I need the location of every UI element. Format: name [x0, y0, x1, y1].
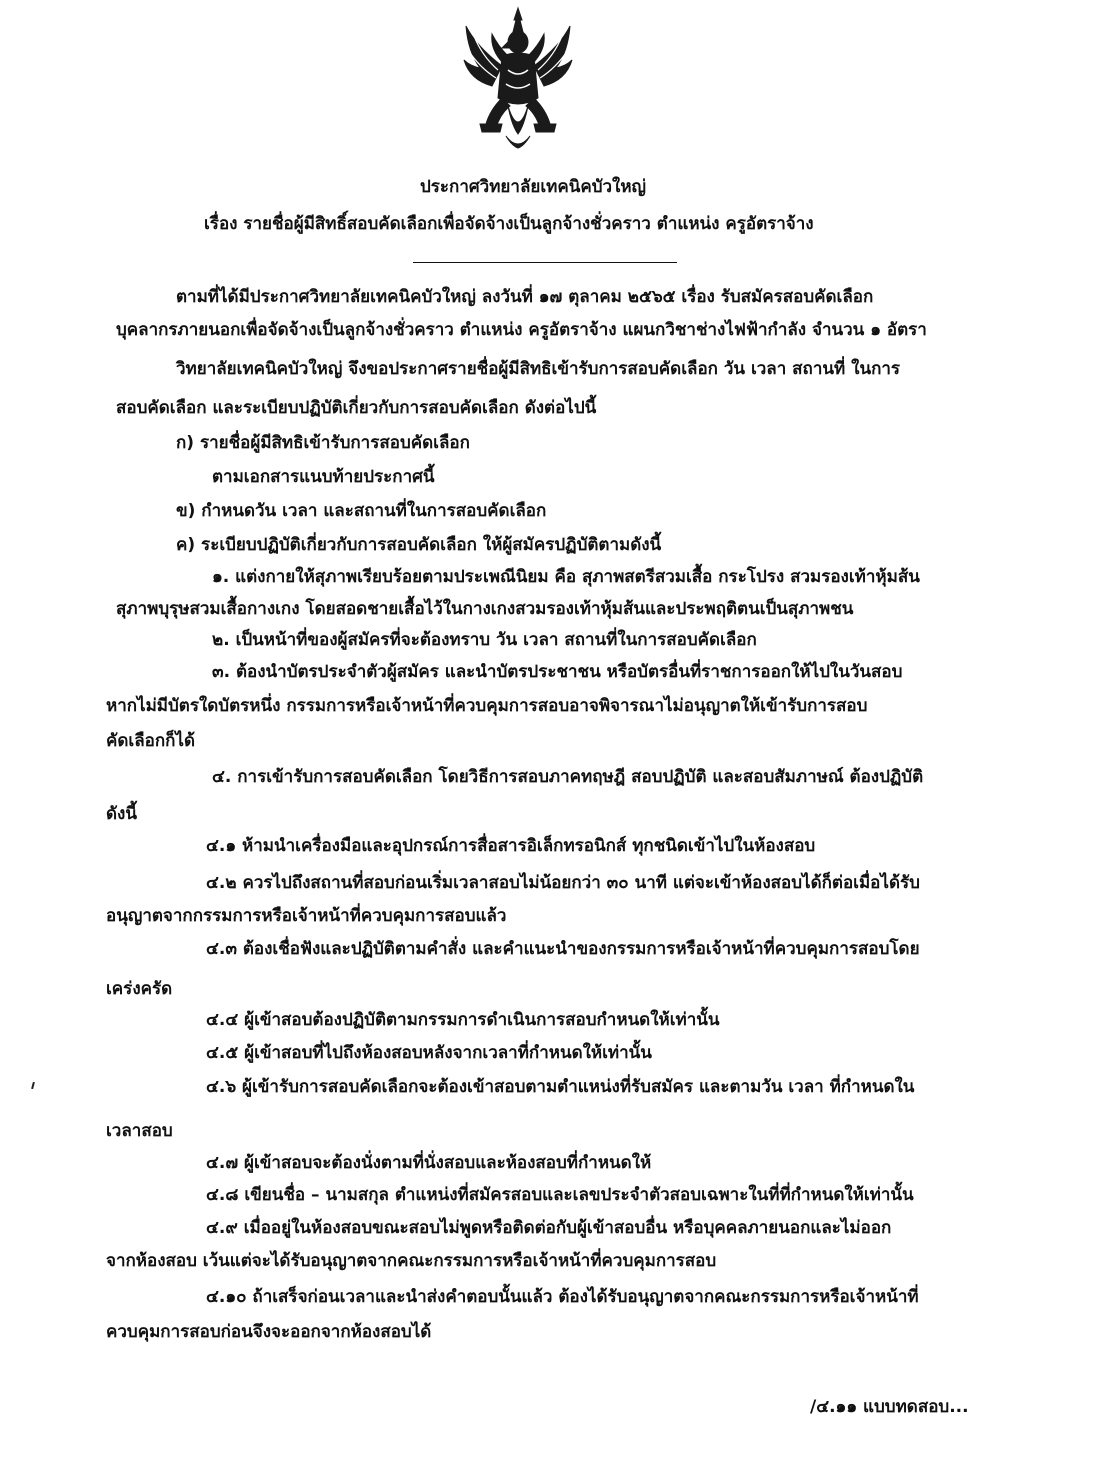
- rule-line: ๔.๖ ผู้เข้ารับการสอบคัดเลือกจะต้องเข้าสอบตามตำแหน่งที่รับสมัคร และตามวัน เวลา ที่กำหนดใน: [206, 1077, 915, 1097]
- rule-line: จากห้องสอบ เว้นแต่จะได้รับอนุญาตจากคณะกรรมการหรือเจ้าหน้าที่ควบคุมการสอบ: [106, 1251, 717, 1271]
- rule-line: หากไม่มีบัตรใดบัตรหนึ่ง กรรมการหรือเจ้าหน้าที่ควบคุมการสอบอาจพิจารณาไม่อนุญาตให้เข้ารับการสอบ: [106, 696, 868, 716]
- rule-line: ๔.๙ เมื่ออยู่ในห้องสอบขณะสอบไม่พูดหรือติดต่อกับผู้เข้าสอบอื่น หรือบุคคลภายนอกและไม่ออก: [206, 1218, 892, 1238]
- announcement-subject: เรื่อง รายชื่อผู้มีสิทธิ์สอบคัดเลือกเพื่อจัดจ้างเป็นลูกจ้างชั่วคราว ตำแหน่ง ครูอัตราจ้าง: [204, 214, 814, 234]
- intro-line: วิทยาลัยเทคนิคบัวใหญ่ จึงขอประกาศรายชื่อผู้มีสิทธิเข้ารับการสอบคัดเลือก วัน เวลา สถานที่ ในการ: [176, 359, 901, 379]
- list-item: ตามเอกสารแนบท้ายประกาศนี้: [212, 467, 435, 487]
- rule-line: สุภาพบุรุษสวมเสื้อกางเกง โดยสอดชายเสื้อไว้ในกางเกงสวมรองเท้าหุ้มส้นและประพฤติตนเป็นสุภาพชน: [116, 599, 854, 619]
- rule-line: ควบคุมการสอบก่อนจึงจะออกจากห้องสอบได้: [106, 1322, 432, 1342]
- rule-line: ๑. แต่งกายให้สุภาพเรียบร้อยตามประเพณีนิยม คือ สุภาพสตรีสวมเสื้อ กระโปรง สวมรองเท้าหุ้มส้น: [212, 567, 920, 587]
- rule-line: ๔.๑ ห้ามนำเครื่องมือและอุปกรณ์การสื่อสารอิเล็กทรอนิกส์ ทุกชนิดเข้าไปในห้องสอบ: [206, 836, 816, 856]
- title-divider: [413, 262, 677, 263]
- rule-line: เวลาสอบ: [106, 1121, 173, 1141]
- rule-line: อนุญาตจากกรรมการหรือเจ้าหน้าที่ควบคุมการสอบแล้ว: [106, 906, 507, 926]
- rule-line: ๔. การเข้ารับการสอบคัดเลือก โดยวิธีการสอบภาคทฤษฎี สอบปฏิบัติ และสอบสัมภาษณ์ ต้องปฏิบัติ: [212, 767, 924, 787]
- rule-line: ๒. เป็นหน้าที่ของผู้สมัครที่จะต้องทราบ วัน เวลา สถานที่ในการสอบคัดเลือก: [212, 630, 757, 650]
- intro-line: สอบคัดเลือก และระเบียบปฏิบัติเกี่ยวกับการสอบคัดเลือก ดังต่อไปนี้: [116, 398, 597, 418]
- rule-line: ๔.๔ ผู้เข้าสอบต้องปฏิบัติตามกรรมการดำเนินการสอบกำหนดให้เท่านั้น: [206, 1010, 720, 1030]
- rule-line: ๔.๒ ควรไปถึงสถานที่สอบก่อนเริ่มเวลาสอบไม่น้อยกว่า ๓๐ นาที แต่จะเข้าห้องสอบได้ก็ต่อเมื่อได้รับ: [206, 873, 920, 893]
- rule-line: คัดเลือกก็ได้: [106, 731, 196, 751]
- rule-line: เคร่งครัด: [106, 979, 173, 999]
- garuda-emblem-icon: [462, 6, 574, 154]
- announcement-title: ประกาศวิทยาลัยเทคนิคบัวใหญ่: [420, 177, 647, 197]
- rule-line: ๔.๘ เขียนชื่อ – นามสกุล ตำแหน่งที่สมัครสอบและเลขประจำตัวสอบเฉพาะในที่ที่กำหนดให้เท่านั้น: [206, 1185, 914, 1205]
- page-continuation: /๔.๑๑ แบบทดสอบ...: [810, 1397, 969, 1417]
- rule-line: ๔.๓ ต้องเชื่อฟังและปฏิบัติตามคำสั่ง และคำแนะนำของกรรมการหรือเจ้าหน้าที่ควบคุมการสอบโดย: [206, 939, 920, 959]
- list-item: ค) ระเบียบปฏิบัติเกี่ยวกับการสอบคัดเลือก ให้ผู้สมัครปฏิบัติตามดังนี้: [176, 535, 662, 555]
- rule-line: ๔.๑๐ ถ้าเสร็จก่อนเวลาและนำส่งคำตอบนั้นแล้ว ต้องได้รับอนุญาตจากคณะกรรมการหรือเจ้าหน้าที่: [206, 1287, 919, 1307]
- rule-line: ดังนี้: [106, 804, 137, 824]
- intro-line: ตามที่ได้มีประกาศวิทยาลัยเทคนิคบัวใหญ่ ลงวันที่ ๑๗ ตุลาคม ๒๕๖๕ เรื่อง รับสมัครสอบคัดเลือก: [176, 287, 874, 307]
- scan-mark: [31, 1082, 35, 1089]
- list-item: ก) รายชื่อผู้มีสิทธิเข้ารับการสอบคัดเลือก: [176, 433, 470, 453]
- rule-line: ๓. ต้องนำบัตรประจำตัวผู้สมัคร และนำบัตรประชาชน หรือบัตรอื่นที่ราชการออกให้ไปในวันสอบ: [212, 662, 903, 682]
- rule-line: ๔.๕ ผู้เข้าสอบที่ไปถึงห้องสอบหลังจากเวลาที่กำหนดให้เท่านั้น: [206, 1043, 652, 1063]
- list-item: ข) กำหนดวัน เวลา และสถานที่ในการสอบคัดเลือก: [176, 501, 547, 521]
- intro-line: บุคลากรภายนอกเพื่อจัดจ้างเป็นลูกจ้างชั่วคราว ตำแหน่ง ครูอัตราจ้าง แผนกวิชาช่างไฟฟ้ากำลัง จำนวน ๑ อัตรา: [116, 320, 927, 340]
- rule-line: ๔.๗ ผู้เข้าสอบจะต้องนั่งตามที่นั่งสอบและห้องสอบที่กำหนดให้: [206, 1153, 652, 1173]
